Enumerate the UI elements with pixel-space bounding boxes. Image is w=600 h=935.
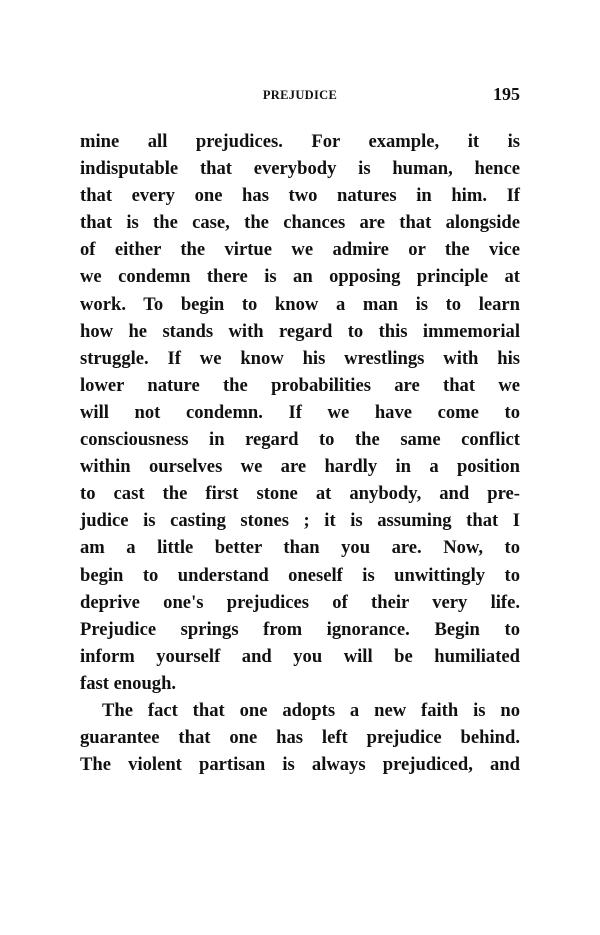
page-body <box>80 128 520 778</box>
text-line: deprive one's prejudices of their very life. <box>80 591 520 613</box>
text-line: fast enough. <box>80 672 177 694</box>
text-line: judice is casting stones ; it is assuming that I <box>80 510 520 532</box>
text-line: that is the case, the chances are that alongside <box>80 212 520 234</box>
text-line: guarantee that one has left prejudice behind. <box>80 727 520 749</box>
paragraph <box>80 128 520 697</box>
text-line: inform yourself and you will be humiliated <box>80 645 520 667</box>
text-line: we condemn there is an opposing principle at <box>80 266 520 288</box>
text-line: of either the virtue we admire or the vice <box>80 239 520 261</box>
text-line: The fact that one adopts a new faith is no <box>102 699 520 721</box>
text-line: lower nature the probabilities are that we <box>80 374 520 396</box>
text-line: indisputable that everybody is human, hence <box>80 158 520 180</box>
text-line: begin to understand oneself is unwittingly to <box>80 564 520 586</box>
text-line: am a little better than you are. Now, to <box>80 537 520 559</box>
text-line: struggle. If we know his wrestlings with his <box>80 347 520 369</box>
text-line: will not condemn. If we have come to <box>80 401 520 423</box>
text-line: how he stands with regard to this immemorial <box>80 320 520 342</box>
running-title: PREJUDICE <box>262 88 338 102</box>
text-line: to cast the first stone at anybody, and pre- <box>80 483 520 505</box>
text-line: that every one has two natures in him. If <box>80 185 520 207</box>
paragraph <box>80 697 520 778</box>
page-header <box>80 84 520 108</box>
text-line: work. To begin to know a man is to learn <box>80 293 520 315</box>
text-line: Prejudice springs from ignorance. Begin to <box>80 618 520 640</box>
text-line: The violent partisan is always prejudiced, and <box>80 754 520 776</box>
text-line: within ourselves we are hardly in a position <box>80 456 520 478</box>
page-number: 195 <box>493 84 520 104</box>
text-line: mine all prejudices. For example, it is <box>80 131 520 152</box>
text-line: consciousness in regard to the same conflict <box>80 429 520 451</box>
